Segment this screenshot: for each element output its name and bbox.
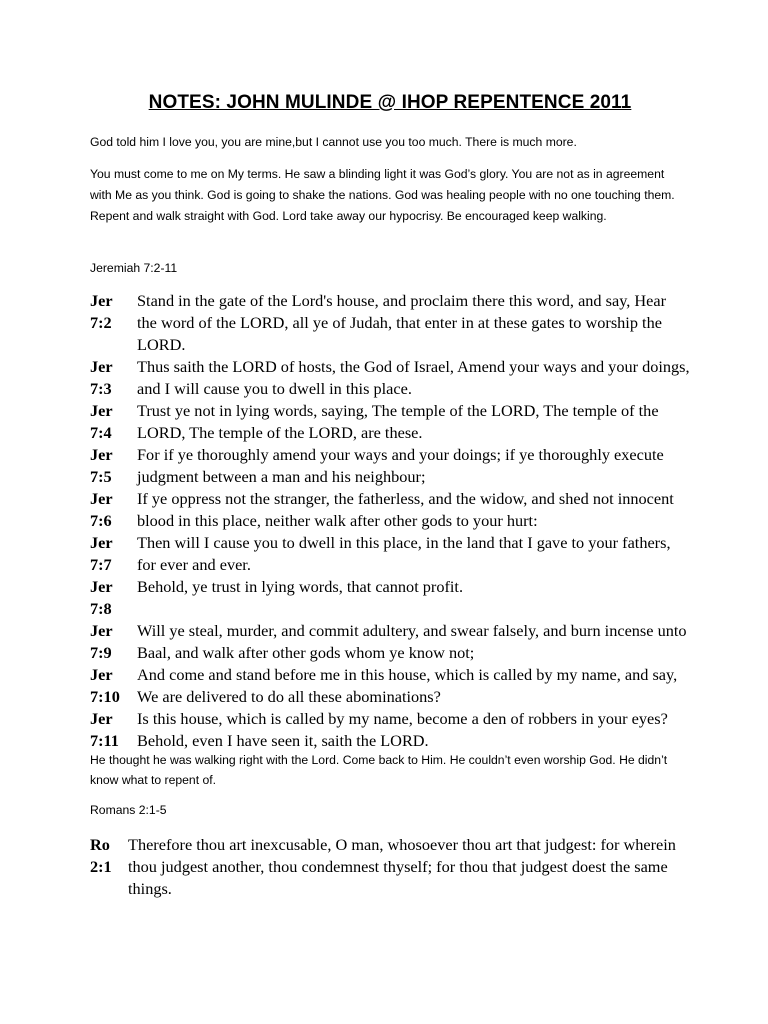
verse-ref: Jer 7:10 [90,665,120,706]
verse-ref: Jer 7:4 [90,401,113,442]
verse-ref: Jer 7:11 [90,709,119,750]
verse-row [90,356,690,400]
scripture-reference-jeremiah: Jeremiah 7:2-11 [90,261,178,275]
verse-text: Therefore thou art inexcusable, O man, whosoever thou art that judgest: for wherein thou judgest another, thou condemnest thyself; for thou that judgest doest the same things. [128,835,676,898]
verse-text: If ye oppress not the stranger, the fatherless, and the widow, and shed not innocent blood in this place, neither walk after other gods to your hurt: [137,489,674,530]
verse-ref: Jer 7:5 [90,445,113,486]
verse-ref: Jer 7:7 [90,533,113,574]
jeremiah-verse-list [90,290,690,752]
verse-text: Stand in the gate of the Lord's house, and proclaim there this word, and say, Hear the word of the LORD, all ye of Judah, that enter in at these gates to worship the LORD. [137,291,667,354]
verse-row [90,290,690,356]
romans-verse-list [90,834,690,900]
verse-text: Thus saith the LORD of hosts, the God of Israel, Amend your ways and your doings, and I will cause you to dwell in this place. [137,357,690,398]
verse-text: For if ye thoroughly amend your ways and your doings; if ye thoroughly execute judgment between a man and his neighbour; [137,445,664,486]
verse-row [90,664,690,708]
verse-text: Is this house, which is called by my name, become a den of robbers in your eyes? Behold, even I have seen it, saith the LORD. [137,709,668,750]
verse-text: Will ye steal, murder, and commit adultery, and swear falsely, and burn incense unto Baal, and walk after other gods whom ye know not; [137,621,687,662]
verse-text: And come and stand before me in this house, which is called by my name, and say, We are delivered to do all these abominations? [137,665,678,706]
verse-ref: Jer 7:6 [90,489,113,530]
note-paragraph-1: God told him I love you, you are mine,but I cannot use you too much. There is much more. [90,135,577,149]
scripture-reference-romans: Romans 2:1-5 [90,803,167,817]
verse-ref: Jer 7:2 [90,291,113,332]
verse-ref: Ro 2:1 [90,835,112,876]
verse-row [90,576,690,620]
page-title: NOTES: JOHN MULINDE @ IHOP REPENTENCE 2011 [148,92,632,113]
verse-ref: Jer 7:3 [90,357,113,398]
verse-row [90,834,690,900]
verse-row [90,444,690,488]
note-paragraph-2: You must come to me on My terms. He saw a blinding light it was God’s glory. You are not as in agreement with Me as you think. God is going to shake the nations. God was healing people with no one touching them. Repent and walk straight with God. Lord take away our hypocrisy. Be encouraged keep walking. [90,167,675,223]
verse-text: Trust ye not in lying words, saying, The temple of the LORD, The temple of the LORD, The temple of the LORD, are these. [137,401,659,442]
verse-text: Then will I cause you to dwell in this place, in the land that I gave to your fathers, for ever and ever. [137,533,671,574]
verse-text: Behold, ye trust in lying words, that cannot profit. [137,577,464,596]
verse-row [90,532,690,576]
note-paragraph-3: He thought he was walking right with the Lord. Come back to Him. He couldn’t even worship God. He didn’t know what to repent of. [90,753,668,787]
verse-row [90,620,690,664]
verse-ref: Jer 7:8 [90,577,113,618]
verse-row [90,488,690,532]
verse-row [90,400,690,444]
verse-ref: Jer 7:9 [90,621,113,662]
verse-row [90,708,690,752]
